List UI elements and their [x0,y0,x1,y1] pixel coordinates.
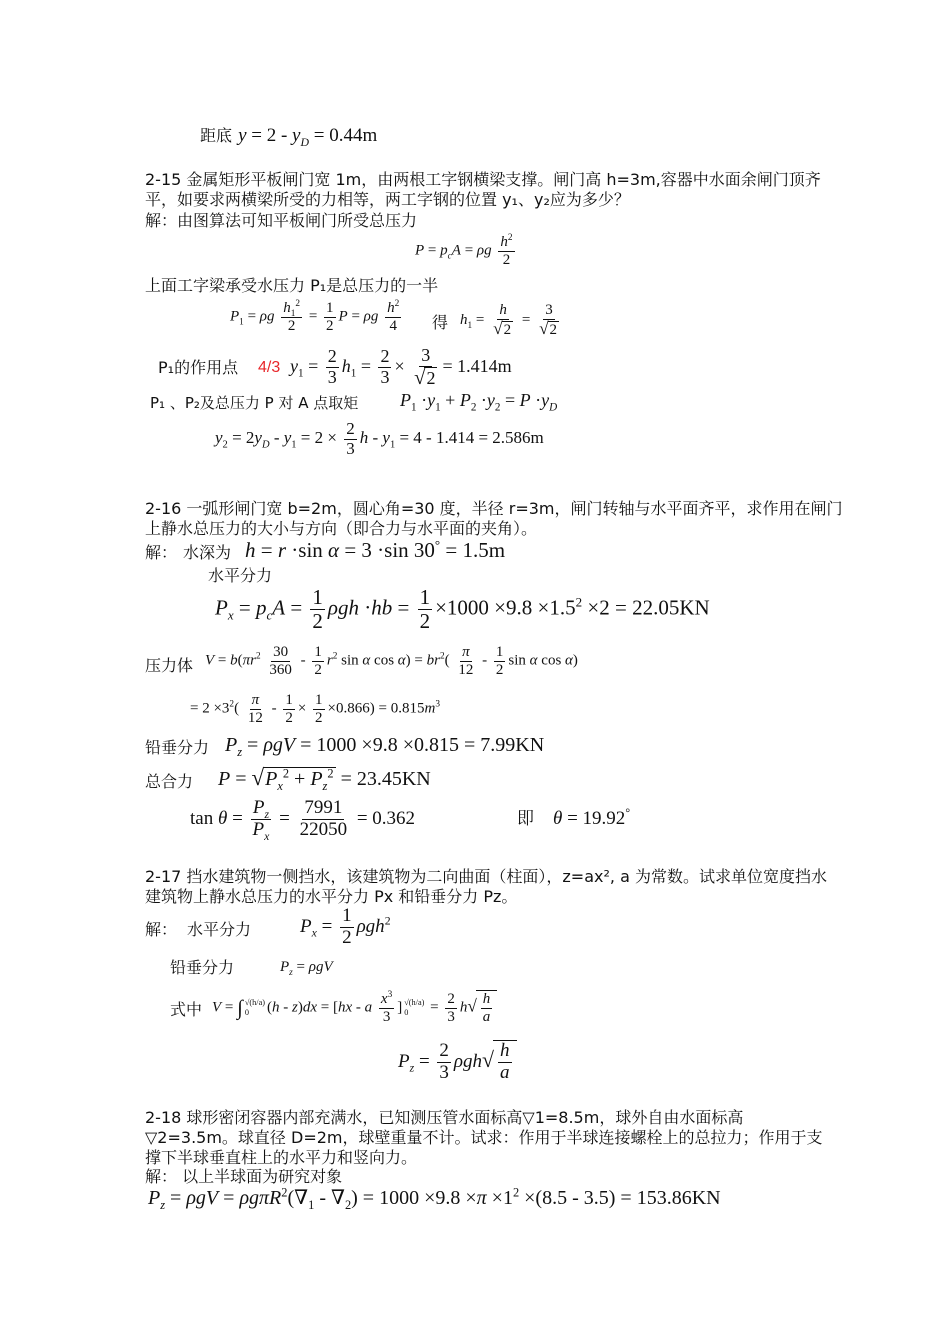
p218-statement-line2: ▽2=3.5m。球直径 D=2m，球壁重量不计。试求：作用于半球连接螺栓上的总拉力；作用于支 [145,1128,823,1147]
p217-solution-label: 解： [145,920,178,939]
p215-upper-beam-text: 上面工字梁承受水压力 P₁是总压力的一半 [145,276,439,295]
p216-eq-theta: θ = 19.92° [553,806,631,829]
p218-eq-pz: $P_z = \rho gV = \rho g\pi R^2(\nabla_1 - \nabla_2) = 1000 \times 9.8 \times\pi \times 1^2 \times(8.5 - 3.5) = 153.86KN$ [148,1185,721,1212]
p217-eq-pz-final: $P_z$ = $\frac{2}{3}$ ρgh√ $\frac{h}{a}$ [398,1040,517,1084]
p215-statement-line2: 平，如要求两横梁所受的力相等，两工字钢的位置 y₁、y₂应为多少？ [145,190,630,209]
p217-statement-line1: 2-17 挡水建筑物一侧挡水，该建筑物为二向曲面（柱面），z=ax², a 为常数。试求单位宽度挡水 [145,867,827,886]
p217-eq-pz: $P_z = \rho gV$ [280,959,333,978]
p217-where-label: 式中 [170,1000,203,1019]
p218-solution-intro: 解： 以上半球面为研究对象 [145,1167,343,1186]
p216-resultant-label: 总合力 [145,772,194,791]
p216-eq-tan: tan θ = $\frac{P_z}{P_x}$ = $\frac{7991}{22050}$ = 0.362 [190,797,416,843]
p218-statement-line1: 2-18 球形密闭容器内部充满水，已知测压管水面标高▽1=8.5m，球外自由水面标高 [145,1108,744,1127]
p216-statement-line2: 上静水总压力的大小与方向（即合力与水平面的夹角）。 [145,519,538,538]
p218-statement-line3: 撑下半球垂直柱上的水平力和竖向力。 [145,1148,418,1167]
p215-moment-text: P₁ 、P₂及总压力 P 对 A 点取矩 [150,394,359,412]
p215-get-label: 得 [432,313,449,332]
p216-ji-label: 即 [517,809,534,829]
p214-equation: $y = 2 - y_D = 0.44m$ [238,125,378,149]
p217-vertical-label: 铅垂分力 [170,958,235,977]
p216-vertical-label: 铅垂分力 [145,738,210,757]
p215-eq-h1: $h_1$ = $\frac{h}{√2}$ = $\frac{3}{√2}$ [460,302,558,338]
p216-solution-label: 解： [145,543,178,562]
p217-eq-px: $P_x$ = $\frac{1}{2}$ ρgh$^2$ [300,905,391,948]
p215-solution-intro: 解：由图算法可知平板闸门所受总压力 [145,211,418,230]
p217-eq-volume: V = ∫ √(h/a) 0 (h - z)dx = [hx - a $\frac{x^3}{3}$ ] √(h/a) 0 = $\frac{2}{3}$ h√ $\frac{h}{a}$ [212,990,497,1025]
p215-statement-line1: 2-15 金属矩形平板闸门宽 1m，由两根工字钢横梁支撑。闸门高 h=3m,容器中水面余闸门顶齐 [145,170,821,189]
p214-label: 距底 [200,126,233,145]
p217-horizontal-label: 水平分力 [187,920,252,939]
p214-result-line [200,124,377,148]
p215-p1-point-ratio: 4/3 [258,359,281,376]
p216-eq-volume2: = $2 \times 3^2$( $\frac{\pi}{12}$ - $\frac{1}{2}$ × $\frac{1}{2}$ $\times 0.866) = 0.815m^3$ [190,692,440,726]
p216-pressure-body-label: 压力体 [145,656,194,675]
p216-eq-depth: h = r ·sin α = 3 ·sin 30° = 1.5m [245,537,506,562]
p216-eq-px: $P_x = p_cA$ = $\frac{1}{2}$ ρgh ·hb = $\frac{1}{2}$ $\times 1000 \times 9.8 \times 1.5^2 \times 2 = 22.05KN$ [215,585,710,634]
p215-eq-moment: $P_1 \cdot y_1 + P_2 \cdot y_2 = P \cdot y_D$ [400,390,558,414]
p215-eq-p1: $P_1 = \rho g$ $\frac{h_1^2}{2}$ = $\frac{1}{2}$ P = ρg $\frac{h^2}{4}$ [230,299,400,334]
p215-eq-total-pressure: $P = p_cA = \rho g$ $\frac{h^2}{2}$ [415,233,513,268]
p215-eq-y1: $y_1$ = $\frac{2}{3}$ $h_1$ = $\frac{2}{3}$ × $\frac{3}{√2}$ = 1.414m [290,345,512,389]
p217-statement-line2: 建筑物上静水总压力的水平分力 Px 和铅垂分力 Pz。 [145,887,518,906]
p215-p1-point-label: P₁的作用点 [158,358,239,377]
p216-depth-label: 水深为 [183,543,232,562]
p216-eq-p: $P = √P_x^2 + P_z^2 = 23.45KN$ [218,765,431,793]
p216-statement-line1: 2-16 一弧形闸门宽 b=2m，圆心角=30 度，半径 r=3m，闸门转轴与水平面齐平，求作用在闸门 [145,499,843,518]
p216-eq-volume1: $V = b(\pi r^2$ $\frac{30}{360}$ - $\frac{1}{2}$ $r^2$ sin α $\cos \alpha) = br^2$( $\frac{\pi}{12}$ - $\frac{1}{2}$ sin α cos α) [205,644,578,678]
p215-eq-y2: $y_2 = 2y_D - y_1 = 2$ × $\frac{2}{3}$ $h - y_1 = 4 - 1.414 = 2.586m$ [215,419,544,458]
p216-eq-pz: $P_z = \rho gV = 1000 \times 9.8 \times 0.815 = 7.99KN$ [225,734,545,759]
p216-horizontal-label: 水平分力 [208,566,273,585]
